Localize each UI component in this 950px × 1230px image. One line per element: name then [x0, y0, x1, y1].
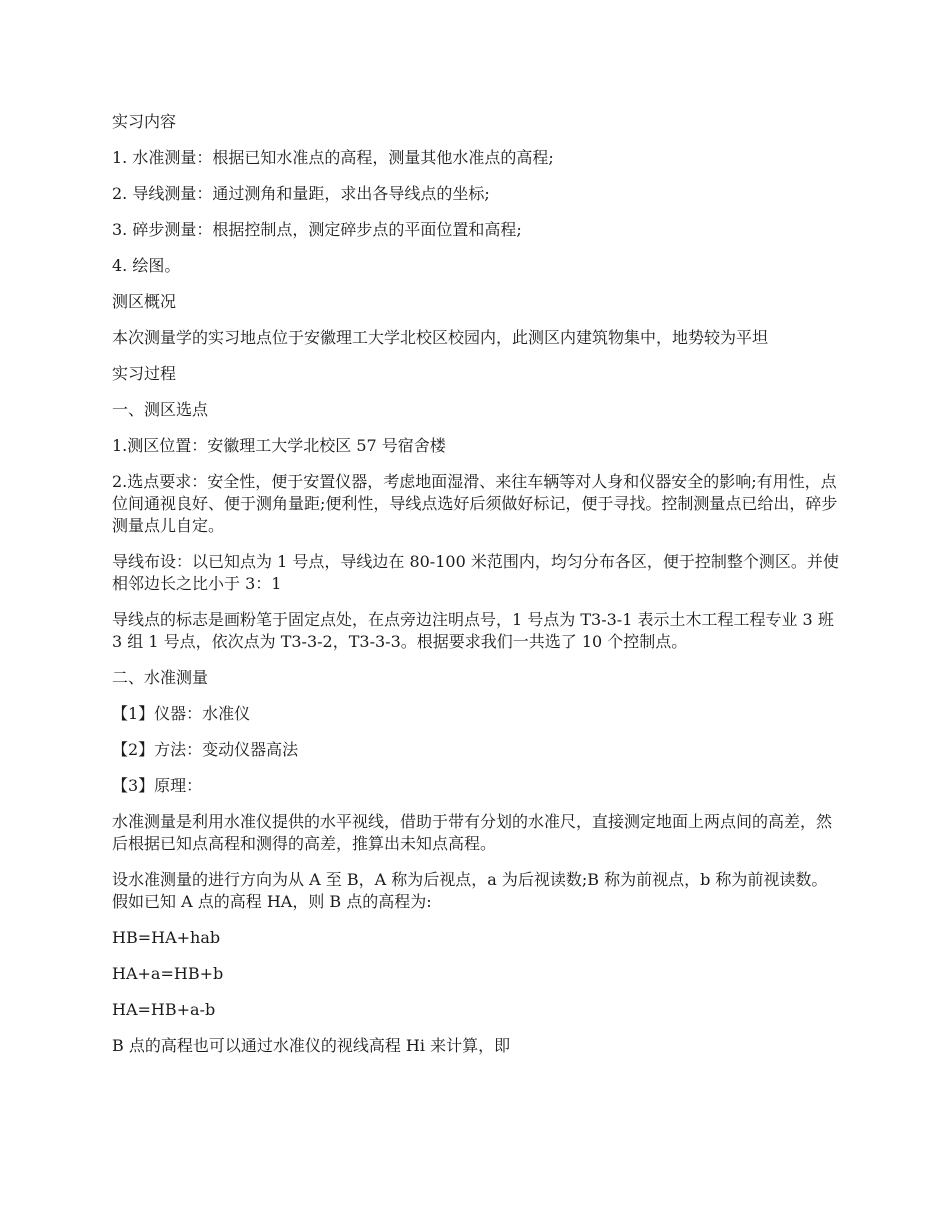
list-item-leveling: 1. 水准测量：根据已知水准点的高程，测量其他水准点的高程; — [112, 148, 554, 167]
paragraph-traverse-marks: 导线点的标志是画粉笔于固定点处，在点旁边注明点号，1 号点为 T3-3-1 表示土木工程工程专业 3 班 3 组 1 号点，依次点为 T3-3-2，T3-3-3。根据要求我们一共选了 10 个控制点。 — [112, 610, 834, 651]
paragraph-method: 【2】方法：变动仪器高法 — [112, 740, 299, 759]
paragraph-principle: 【3】原理： — [112, 776, 203, 795]
formula-ha-a: HA+a=HB+b — [112, 964, 224, 983]
paragraph-traverse-layout: 导线布设：以已知点为 1 号点，导线边在 80-100 米范围内，均匀分布各区，便于控制整个测区。并使相邻边长之比小于 3：1 — [112, 552, 839, 593]
formula-ha: HA=HB+a-b — [112, 1000, 216, 1019]
paragraph-instrument: 【1】仪器：水准仪 — [112, 704, 251, 723]
paragraph-survey-area: 本次测量学的实习地点位于安徽理工大学北校区校园内，此测区内建筑物集中，地势较为平坦 — [112, 328, 769, 347]
heading-leveling: 二、水准测量 — [112, 668, 209, 687]
list-item-drawing: 4. 绘图。 — [112, 256, 181, 275]
paragraph-area-location: 1.测区位置：安徽理工大学北校区 57 号宿舍楼 — [112, 436, 446, 455]
heading-internship-content: 实习内容 — [112, 112, 177, 131]
document-body — [112, 111, 842, 1071]
list-item-detail-survey: 3. 碎步测量：根据控制点，测定碎步点的平面位置和高程; — [112, 220, 522, 239]
paragraph-sight-height: B 点的高程也可以通过水准仪的视线高程 Hi 来计算，即 — [112, 1036, 511, 1055]
paragraph-principle-text: 水准测量是利用水准仪提供的水平视线，借助于带有分划的水准尺，直接测定地面上两点间的高差，然后根据已知点高程和测得的高差，推算出未知点高程。 — [112, 812, 833, 853]
heading-point-selection: 一、测区选点 — [112, 400, 209, 419]
paragraph-direction: 设水准测量的进行方向为从 A 至 B，A 称为后视点，a 为后视读数;B 称为前视点，b 称为前视读数。假如已知 A 点的高程 HA，则 B 点的高程为: — [112, 870, 828, 911]
heading-survey-area: 测区概况 — [112, 292, 177, 311]
formula-hb: HB=HA+hab — [112, 928, 221, 947]
heading-process: 实习过程 — [112, 364, 177, 383]
list-item-traverse: 2. 导线测量：通过测角和量距，求出各导线点的坐标; — [112, 184, 490, 203]
paragraph-selection-requirements: 2.选点要求：安全性，便于安置仪器，考虑地面湿滑、来往车辆等对人身和仪器安全的影响;有用性，点位间通视良好、便于测角量距;便利性，导线点选好后须做好标记，便于寻找。控制测量点已给出，碎步测量点儿自定。 — [112, 472, 838, 535]
